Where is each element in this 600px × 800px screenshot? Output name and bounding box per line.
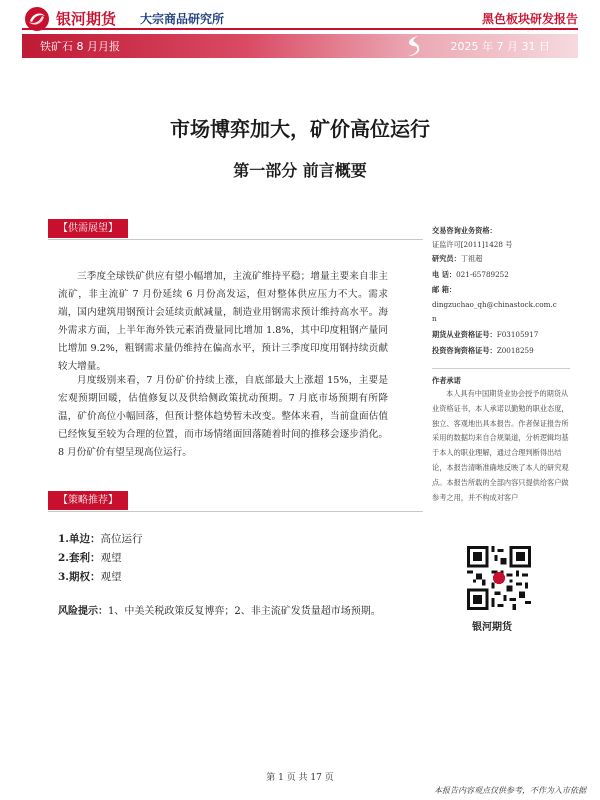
supply-demand-header: [48, 219, 423, 240]
report-type: 黑色板块研发报告: [481, 12, 578, 26]
email-label: 邮 箱：: [432, 285, 457, 294]
banner-swoosh-icon: [402, 34, 424, 58]
footer-disclaimer: 本报告内容观点仅供参考，不作为入市依据: [434, 786, 586, 795]
risk-text: 1、中美关税政策反复博弈；2、非主流矿发货量超市场预期。: [108, 606, 381, 617]
qr-code-icon[interactable]: [467, 546, 531, 610]
part-title: 第一部分 前言概要: [233, 161, 367, 180]
commitment-text: 本人具有中国期货业协会授予的期货从业资格证书，本人承诺以勤勉的职业态度，独立、客观地出具本报告。作者保证报告所采用的数据均来自合规渠道，分析逻辑均基于本人的职业理解，通过合理判断得出结论，本报告清晰准确地反映了本人的研究观点。本报告所载的全部内容只提供给客户做参考之用，并不构成对客户: [432, 389, 569, 502]
phone: 电 话：021-65789252: [432, 270, 509, 279]
risk-label: 风险提示：: [58, 606, 108, 617]
supply-demand-tag: 【供需展望】: [48, 219, 128, 238]
strategy-item: [58, 550, 121, 565]
supply-demand-paragraph-2: 月度级别来看，7 月份矿价持续上涨，自底部最大上涨超 15%，主要是宏观预期回暖，估值修复以及供给侧政策扰动预期。7 月底市场预期有所降温，矿价高位小幅回落，但预计整体趋势暂未改变。整体来看，当前盘面估值已经恢复至较为合理的位置，而市场情绪面回落随着时间的推移会逐步消化。8 月份矿价有望呈现高位运行。: [58, 375, 388, 458]
qualification-value: 证监许可[2011]1428 号: [432, 240, 513, 249]
strategy-value: 观望: [100, 571, 122, 583]
strategy-value: 观望: [100, 552, 122, 564]
sidebar-divider: [432, 368, 570, 369]
strategy-value: 高位运行: [100, 533, 143, 545]
strategy-item: [58, 569, 121, 584]
report-date: 2025 年 7 月 31 日: [450, 40, 550, 53]
researcher: 研究员：丁祖超: [432, 254, 483, 263]
email-link-continued[interactable]: n: [432, 314, 437, 323]
page-number: 第 1 页 共 17 页: [266, 773, 334, 783]
institute-name: 大宗商品研究所: [140, 12, 225, 26]
commitment-title: 作者承诺: [432, 376, 461, 385]
strategy-label: 3.期权：: [58, 571, 101, 583]
strategy-label: 1.单边：: [58, 533, 101, 545]
header-divider: [22, 28, 578, 30]
strategy-tag: 【策略推荐】: [48, 491, 128, 510]
report-name: 铁矿石 8 月月报: [40, 40, 120, 53]
futures-cert: 期货从业资格证号：F03105917: [432, 330, 539, 339]
qr-label: 银河期货: [472, 622, 512, 633]
email-link[interactable]: dingzuchao_qh@chinastock.com.c: [432, 300, 557, 309]
strategy-item: [58, 531, 142, 546]
strategy-header: [48, 491, 423, 512]
qualification-title: 交易咨询业务资格：: [432, 226, 497, 235]
risk-warning: [58, 602, 381, 617]
page-title: 市场博弈加大，矿价高位运行: [170, 117, 430, 141]
supply-demand-paragraph-1: 三季度全球铁矿供应有望小幅增加，主流矿维持平稳；增量主要来自非主流矿，非主流矿 7 月份延续 6 月份高发运，但对整体供应压力不大。需求端，国内建筑用钢预计会延续贡献减量，制造业用钢需求预计维持高水平。海外需求方面，上半年海外铁元素消费量同比增加 1.8%，其中印度粗钢产量同比增加 9.2%，粗钢需求量仍维持在偏高水平，预计三季度印度用钢持续贡献较大增量。: [58, 271, 388, 372]
strategy-label: 2.套利：: [58, 552, 101, 564]
brand-name: 银河期货: [56, 10, 117, 28]
invest-cert: 投资咨询资格证号：Z0018259: [432, 346, 534, 355]
